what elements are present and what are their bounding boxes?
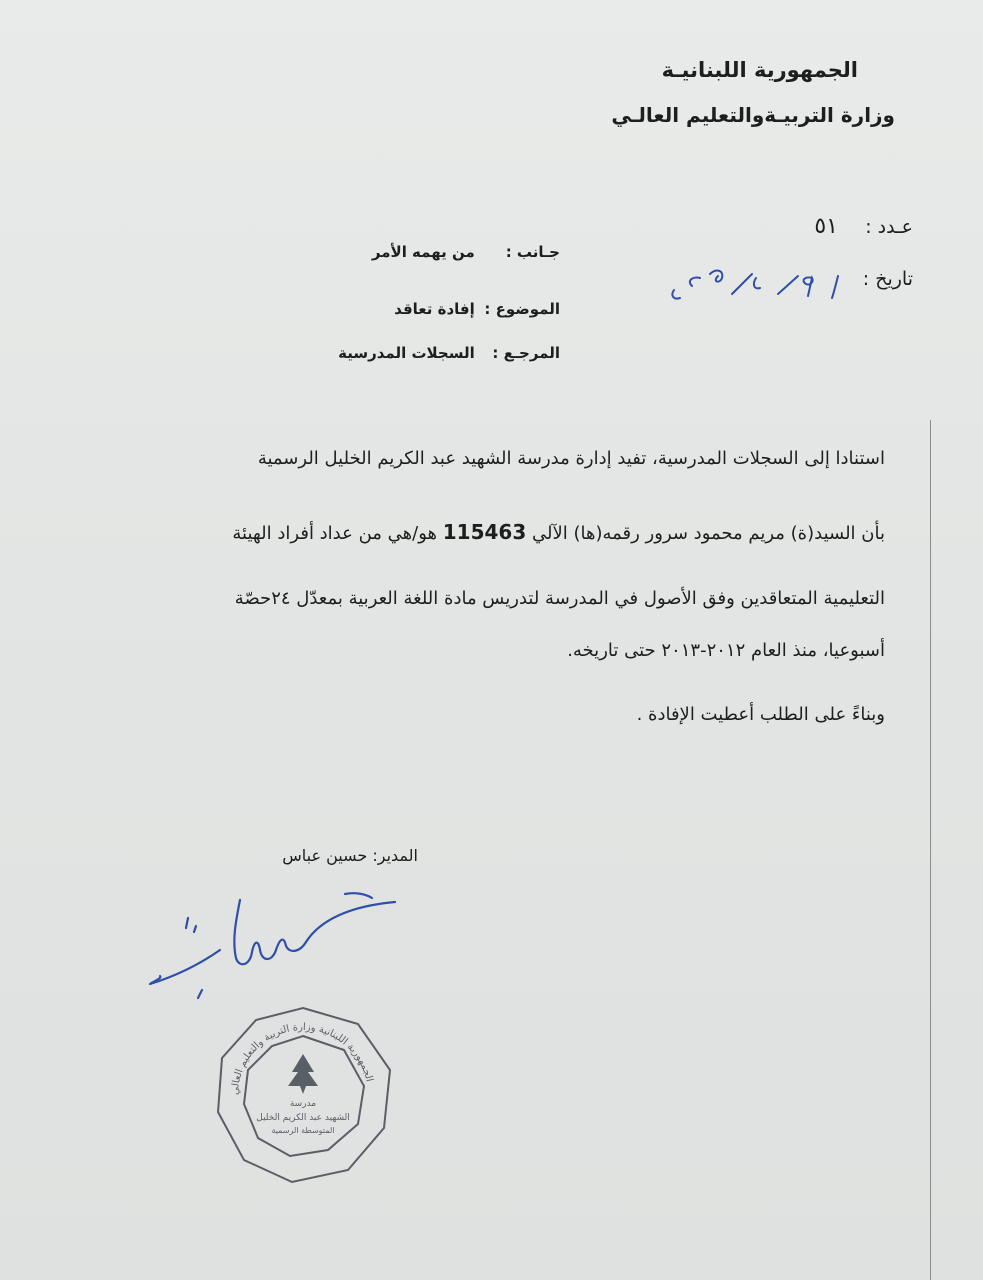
employee-number: 115463 [442,520,527,544]
number-value: ٥١ [814,214,838,239]
stamp-center-1: مدرسة [289,1099,317,1109]
addressee-label: جـانب : [505,243,560,261]
addressee-row [372,243,560,261]
number-label: عـدد : [865,216,913,238]
subject-value: إفادة تعاقد [394,300,475,318]
reference-row [338,344,560,362]
official-stamp [208,1000,398,1190]
handwritten-date [660,248,850,308]
body-line-2 [232,520,885,544]
subject-label: الموضوع : [484,300,560,318]
header-ministry: وزارة التربيـةوالتعليم العالـي [611,103,895,127]
handwritten-signature [140,880,410,1010]
body-line-5: وبناءً على الطلب أعطيت الإفادة . [636,704,885,725]
header-republic: الجمهورية اللبنانيـة [661,58,858,82]
stamp-center-3: المتوسطة الرسمية [271,1126,335,1135]
date-label: تاريخ : [862,268,913,290]
reference-label: المرجـع : [492,344,560,362]
body-line-2-end: هو/هي من عداد أفراد الهيئة [232,523,438,544]
body-line-2-start: بأن السيد(ة) مريم محمود سرور رقمه(ها) الآلي [531,523,885,544]
director-name: المدير: حسين عباس [282,846,418,865]
reference-value: السجلات المدرسية [338,344,475,362]
subject-row [394,300,560,318]
addressee-value: من يهمه الأمر [371,243,475,261]
body-line-1: استنادا إلى السجلات المدرسية، تفيد إدارة مدرسة الشهيد عبد الكريم الخليل الرسمية [257,448,885,469]
stamp-center-2: الشهيد عبد الكريم الخليل [256,1113,350,1123]
page-edge-line [930,420,931,1280]
body-line-4: أسبوعيا، منذ العام ٢٠١٢-٢٠١٣ حتى تاريخه. [567,640,885,661]
body-line-3: التعليمية المتعاقدين وفق الأصول في المدرسة لتدريس مادة اللغة العربية بمعدّل ٢٤حصّة [234,588,885,609]
stamp-ring-path: الجمهورية اللبنانية وزارة التربية والتعليم العالي [229,1021,375,1096]
